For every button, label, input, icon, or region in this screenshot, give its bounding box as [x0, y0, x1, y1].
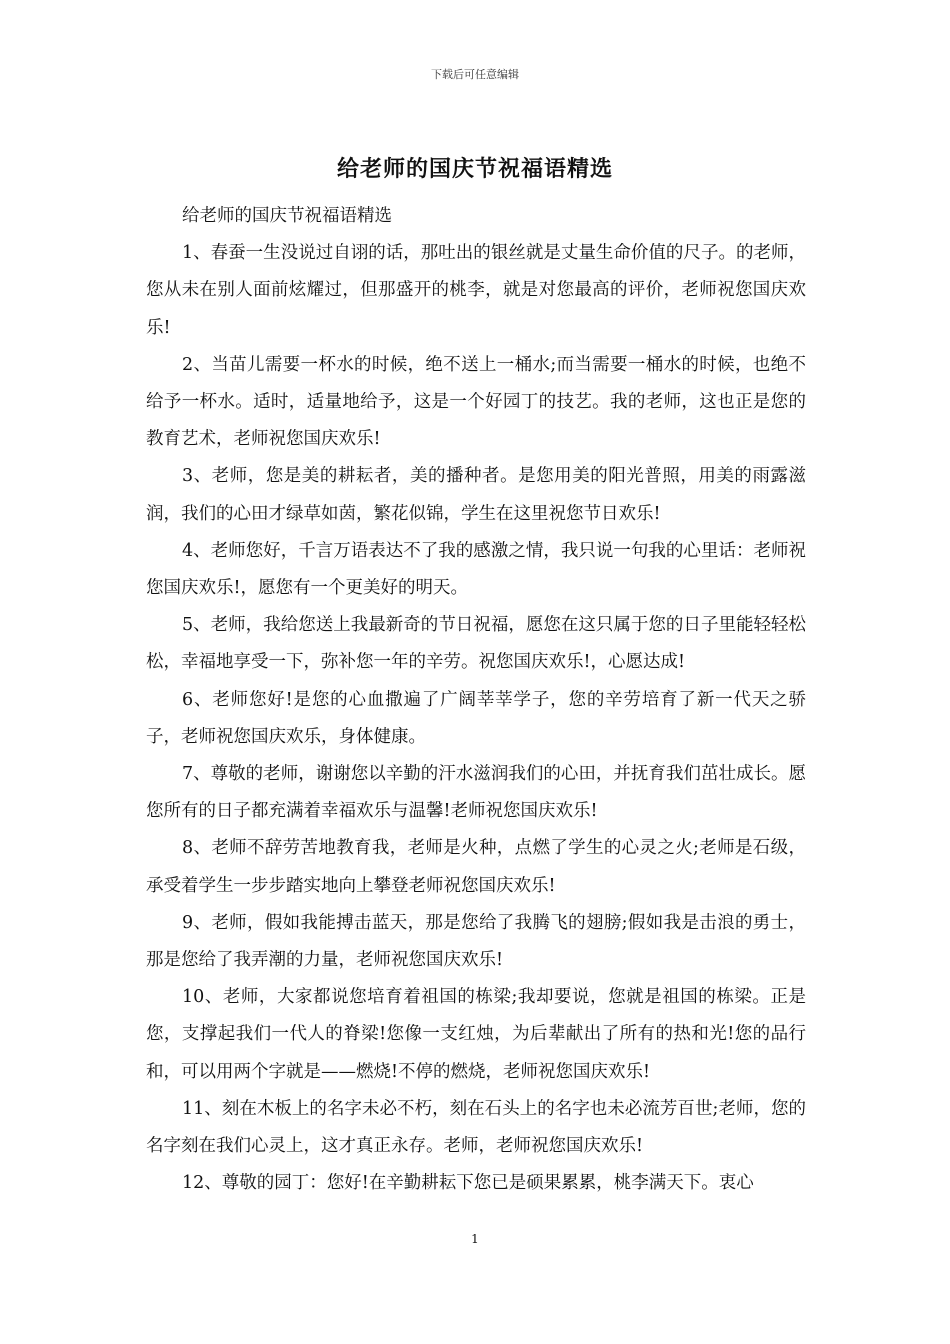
paragraph-5: 5、老师，我给您送上我最新奇的节日祝福，愿您在这只属于您的日子里能轻轻松松，幸福地享受一下，弥补您一年的辛劳。祝您国庆欢乐!，心愿达成! — [146, 615, 806, 673]
paragraph-11: 11、刻在木板上的名字未必不朽，刻在石头上的名字也未必流芳百世;老师，您的名字刻在我们心灵上，这才真正永存。老师，老师祝您国庆欢乐! — [146, 1098, 806, 1157]
paragraph-8: 8、老师不辞劳苦地教育我，老师是火种，点燃了学生的心灵之火;老师是石级，承受着学生一步步踏实地向上攀登老师祝您国庆欢乐! — [146, 838, 806, 896]
paragraph-6: 6、老师您好!是您的心血撒遍了广阔莘莘学子，您的辛劳培育了新一代天之骄子，老师祝您国庆欢乐，身体健康。 — [146, 689, 806, 747]
document-body — [146, 198, 806, 1202]
paragraph-4: 4、老师您好，千言万语表达不了我的感激之情，我只说一句我的心里话：老师祝您国庆欢乐!，愿您有一个更美好的明天。 — [146, 540, 806, 599]
page-number: 1 — [471, 1232, 479, 1246]
paragraph-12: 12、尊敬的园丁：您好!在辛勤耕耘下您已是硕果累累，桃李满天下。衷心 — [182, 1173, 754, 1194]
page-header-note: 下载后可任意编辑 — [431, 68, 519, 81]
intro-line: 给老师的国庆节祝福语精选 — [182, 206, 392, 226]
paragraph-9: 9、老师，假如我能搏击蓝天，那是您给了我腾飞的翅膀;假如我是击浪的勇士，那是您给了我弄潮的力量，老师祝您国庆欢乐! — [146, 912, 806, 971]
paragraph-7: 7、尊敬的老师，谢谢您以辛勤的汗水滋润我们的心田，并抚育我们茁壮成长。愿您所有的日子都充满着幸福欢乐与温馨!老师祝您国庆欢乐! — [146, 764, 806, 822]
paragraph-2: 2、当苗儿需要一杯水的时候，绝不送上一桶水;而当需要一桶水的时候，也绝不给予一杯水。适时，适量地给予，这是一个好园丁的技艺。我的老师，这也正是您的教育艺术，老师祝您国庆欢乐! — [146, 354, 806, 450]
document-title: 给老师的国庆节祝福语精选 — [336, 156, 613, 182]
paragraph-3: 3、老师，您是美的耕耘者，美的播种者。是您用美的阳光普照，用美的雨露滋润，我们的心田才绿草如茵，繁花似锦，学生在这里祝您节日欢乐! — [146, 466, 806, 524]
paragraph-1: 1、春蚕一生没说过自诩的话，那吐出的银丝就是丈量生命价值的尺子。的老师，您从未在别人面前炫耀过，但那盛开的桃李，就是对您最高的评价，老师祝您国庆欢乐! — [146, 243, 806, 338]
paragraph-10: 10、老师，大家都说您培育着祖国的栋梁;我却要说，您就是祖国的栋梁。正是您，支撑起我们一代人的脊梁!您像一支红烛，为后辈献出了所有的热和光!您的品行和，可以用两个字就是——燃烧!不停的燃烧，老师祝您国庆欢乐! — [146, 987, 806, 1082]
